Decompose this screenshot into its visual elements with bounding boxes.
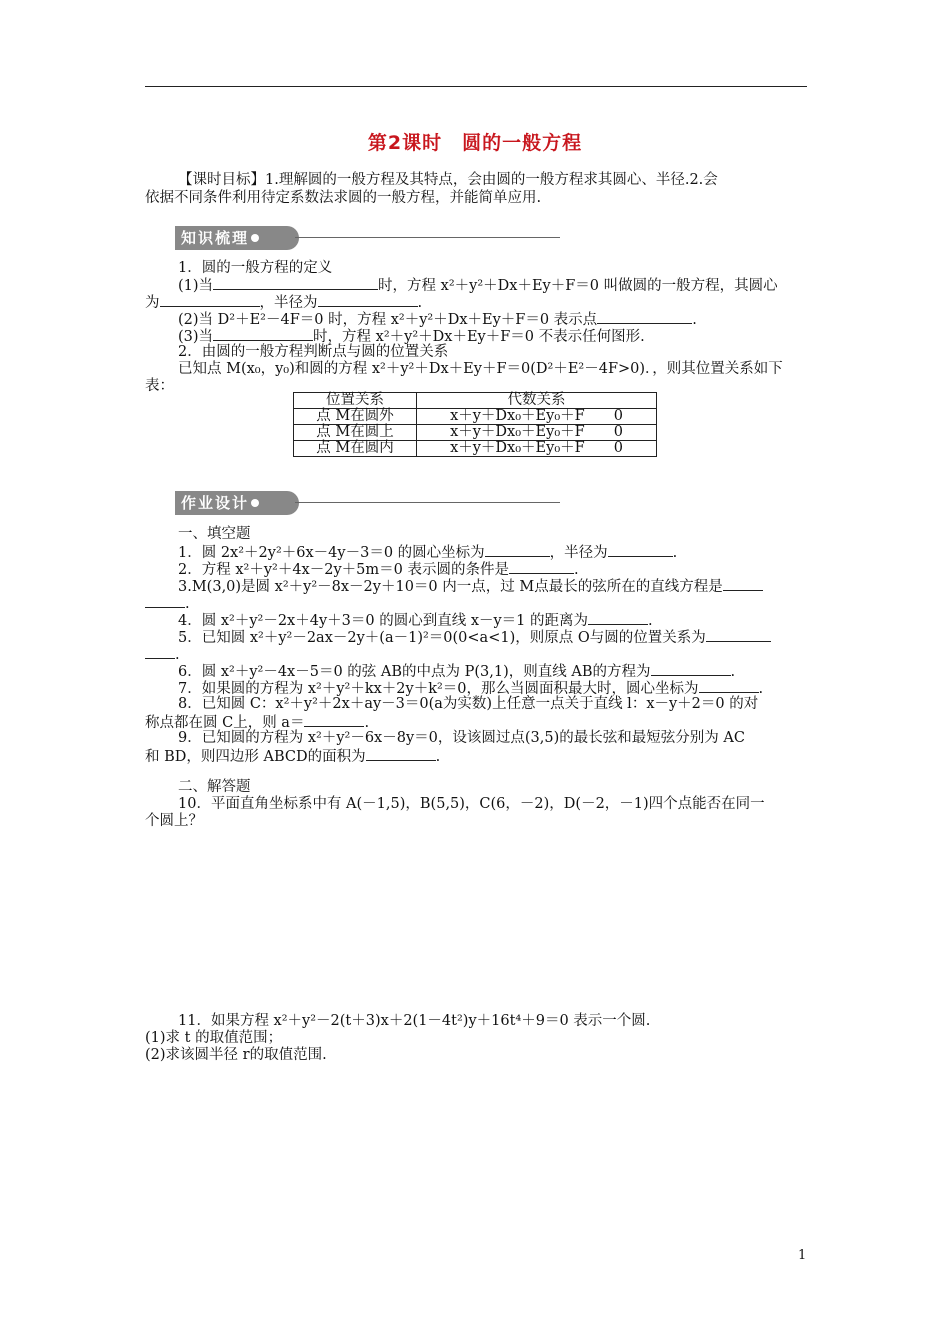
- objective-line-2: 依据不同条件利用待定系数法求圆的一般方程，并能简单应用.: [145, 190, 542, 206]
- table-row: [294, 441, 657, 457]
- text: 4．圆 x²＋y²－2x＋4y＋3＝0 的圆心到直线 x－y＝1 的距离为: [178, 613, 589, 629]
- blank[interactable]: [608, 543, 673, 557]
- table-header-row: [294, 393, 657, 409]
- blank[interactable]: [651, 662, 731, 676]
- page-number: 1: [798, 1248, 807, 1263]
- blank[interactable]: [485, 543, 550, 557]
- text: 称点都在圆 C上，则 a＝: [145, 715, 305, 731]
- question-11-part-2: (2)求该圆半径 r的取值范围.: [145, 1047, 327, 1063]
- table-row: [294, 425, 657, 441]
- knowledge-item-2-line-1: 已知点 M(x₀，y₀)和圆的方程 x²＋y²＋Dx＋Ey＋F＝0(D²＋E²－4F>0)．，则其位置关系如下: [178, 361, 783, 377]
- header-rule: [145, 86, 807, 87]
- blank[interactable]: [699, 679, 759, 693]
- text: (2)当 D²＋E²－4F＝0 时，方程 x²＋y²＋Dx＋Ey＋F＝0 表示点: [178, 312, 598, 328]
- text: .: [573, 562, 579, 578]
- text: 时，方程 x²＋y²＋Dx＋Ey＋F＝0 叫做圆的一般方程，其圆心: [378, 278, 778, 294]
- text: .: [185, 596, 190, 612]
- table-cell: x＋y＋Dx₀＋Ey₀＋F 0: [417, 441, 657, 457]
- blank[interactable]: [723, 577, 763, 591]
- position-relation-table: [293, 392, 657, 457]
- section-rule: [295, 502, 560, 503]
- blank[interactable]: [213, 327, 313, 341]
- section-banner-knowledge: [175, 226, 560, 250]
- question-8: 8．已知圆 C：x²＋y²＋2x＋ay－3＝0(a为实数)上任意一点关于直线 l：x－y＋2＝0 的对: [178, 696, 759, 712]
- question-11: 11．如果方程 x²＋y²－2(t＋3)x＋2(1－4t²)y＋16t⁴＋9＝0 表示一个圆.: [178, 1013, 651, 1029]
- section-rule: [295, 237, 560, 238]
- knowledge-item-2-line-2: 表：: [145, 378, 174, 394]
- objective-text-1: 1.理解圆的一般方程及其特点，会由圆的一般方程求其圆心、半径.2.会: [265, 172, 718, 188]
- text: 7．如果圆的方程为 x²＋y²＋kx＋2y＋k²＝0，那么当圆面积最大时，圆心坐标为: [178, 681, 699, 697]
- text: 1．圆 2x²＋2y²＋6x－4y－3＝0 的圆心坐标为: [178, 545, 485, 561]
- text: 3.M(3,0)是圆 x²＋y²－8x－2y＋10＝0 内一点，过 M点最长的弦所在的直线方程是: [178, 579, 723, 595]
- section-label-knowledge: [175, 226, 299, 250]
- blank[interactable]: [706, 628, 771, 642]
- section-banner-homework: [175, 491, 560, 515]
- text: .: [758, 681, 764, 697]
- blank[interactable]: [304, 713, 364, 727]
- section-label-homework: [175, 491, 299, 515]
- part-fill-heading: 一、填空题: [178, 526, 251, 542]
- blank[interactable]: [145, 594, 185, 608]
- objective-label: 【课时目标】: [178, 172, 265, 188]
- table-cell: 点 M在圆外: [294, 409, 417, 425]
- question-10: 10．平面直角坐标系中有 A(－1,5)，B(5,5)，C(6，－2)，D(－2，－1)四个点能否在同一: [178, 796, 765, 812]
- text: .: [672, 545, 678, 561]
- text: .: [692, 312, 697, 328]
- text: .: [730, 664, 736, 680]
- text: .: [435, 749, 441, 765]
- blank[interactable]: [597, 310, 692, 324]
- text: .: [175, 647, 180, 663]
- text: (1)当: [178, 278, 214, 294]
- table-cell: x＋y＋Dx₀＋Ey₀＋F 0: [417, 425, 657, 441]
- blank[interactable]: [160, 293, 260, 307]
- text: .: [417, 295, 423, 311]
- question-10-cont: 个圆上？: [145, 813, 203, 829]
- text: 为: [145, 295, 160, 311]
- question-9-cont: [145, 747, 807, 766]
- text: .: [648, 613, 653, 629]
- text: (3)当: [178, 329, 214, 345]
- text: .: [364, 715, 370, 731]
- objective-line-1: [145, 172, 840, 189]
- text: 5．已知圆 x²＋y²－2ax－2y＋(a－1)²＝0(0<a<1)，则原点 O与圆的位置关系为: [178, 630, 706, 646]
- knowledge-item-1: 1．圆的一般方程的定义: [178, 260, 333, 276]
- bullet-dot-icon: [251, 234, 259, 242]
- text: 6．圆 x²＋y²－4x－5＝0 的弦 AB的中点为 P(3,1)，则直线 AB的方程为: [178, 664, 651, 680]
- bullet-dot-icon: [251, 499, 259, 507]
- blank[interactable]: [145, 645, 175, 659]
- blank[interactable]: [318, 293, 418, 307]
- table-cell: 点 M在圆内: [294, 441, 417, 457]
- section-title-knowledge: 知识梳理: [181, 229, 250, 247]
- text: 2．方程 x²＋y²＋4x－2y＋5m＝0 表示圆的条件是: [178, 562, 509, 578]
- table-header-cell: 位置关系: [294, 393, 417, 409]
- blank[interactable]: [366, 747, 436, 761]
- text: ，半径为: [259, 295, 318, 311]
- text: 时，方程 x²＋y²＋Dx＋Ey＋F＝0 不表示任何图形.: [313, 329, 645, 345]
- question-11-part-1: (1)求 t 的取值范围；: [145, 1030, 283, 1046]
- text: ，半径为: [549, 545, 608, 561]
- blank[interactable]: [509, 560, 574, 574]
- page-title: 第2课时 圆的一般方程: [367, 132, 583, 154]
- table-cell: 点 M在圆上: [294, 425, 417, 441]
- table-cell: x＋y＋Dx₀＋Ey₀＋F 0: [417, 409, 657, 425]
- blank[interactable]: [588, 611, 648, 625]
- blank[interactable]: [213, 276, 378, 290]
- section-title-homework: 作业设计: [181, 494, 250, 512]
- table-row: [294, 409, 657, 425]
- question-9: 9．已知圆的方程为 x²＋y²－6x－8y＝0，设该圆过点(3,5)的最长弦和最短弦分别为 AC: [178, 730, 745, 746]
- text: 和 BD，则四边形 ABCD的面积为: [145, 749, 366, 765]
- table-header-cell: 代数关系: [417, 393, 657, 409]
- part-solve-heading: 二、解答题: [178, 779, 251, 795]
- knowledge-item-2: 2．由圆的一般方程判断点与圆的位置关系: [178, 344, 449, 360]
